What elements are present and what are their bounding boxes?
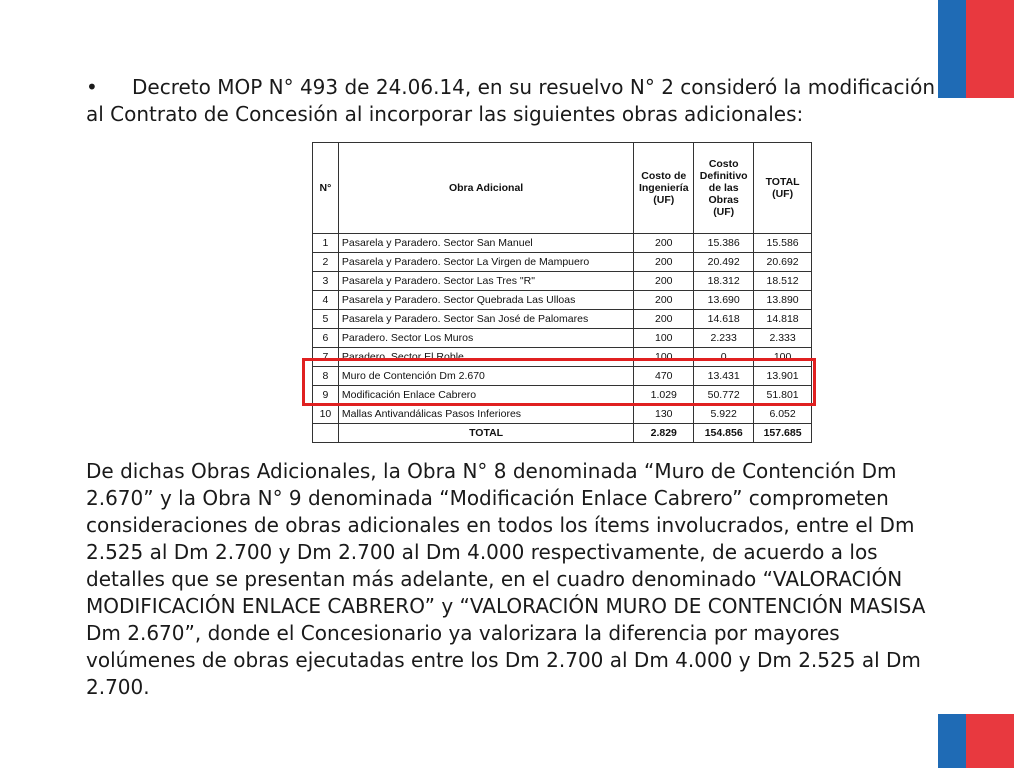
- table-header-row: [313, 143, 812, 234]
- cell-obra: Pasarela y Paradero. Sector Quebrada Las Ulloas: [338, 291, 633, 310]
- cell-n: 3: [313, 272, 339, 291]
- cell-n: 1: [313, 234, 339, 253]
- table-row: [313, 405, 812, 424]
- header-obra: Obra Adicional: [338, 143, 633, 234]
- cell-definitivo: 2.233: [694, 329, 754, 348]
- cell-n: 10: [313, 405, 339, 424]
- cell-definitivo: 0: [694, 348, 754, 367]
- table-row: [313, 272, 812, 291]
- cell-definitivo: 5.922: [694, 405, 754, 424]
- cell-total: 18.512: [754, 272, 812, 291]
- cell-total: 20.692: [754, 253, 812, 272]
- flag-blue-stripe: [938, 714, 966, 768]
- cell-definitivo: 13.431: [694, 367, 754, 386]
- cell-total: 51.801: [754, 386, 812, 405]
- cell-obra: Mallas Antivandálicas Pasos Inferiores: [338, 405, 633, 424]
- intro-paragraph: [86, 74, 936, 128]
- cell-total: 100: [754, 348, 812, 367]
- table-row: [313, 329, 812, 348]
- table-body: [313, 234, 812, 443]
- cell-empty: [313, 424, 339, 443]
- cell-ingenieria: 100: [634, 329, 694, 348]
- cell-total: 13.901: [754, 367, 812, 386]
- cell-obra: Pasarela y Paradero. Sector La Virgen de Mampuero: [338, 253, 633, 272]
- body-text: De dichas Obras Adicionales, la Obra N° 8 denominada “Muro de Contención Dm 2.670” y la Obra N° 9 denominada “Modificación Enlace Cabrero” comprometen consideraciones de obras adicionales en todos los ítems involucrados, entre el Dm 2.525 al Dm 2.700 y Dm 2.700 al Dm 4.000 respectivamente, de acuerdo a los detalles que se presentan más adelante, en el cuadro denominado “VALORACIÓN MODIFICACIÓN ENLACE CABRERO” y “VALORACIÓN MURO DE CONTENCIÓN MASISA Dm 2.670”, donde el Concesionario ya valorizara la diferencia por mayores volúmenes de obras ejecutadas entre los Dm 2.700 al Dm 4.000 y Dm 2.525 al Dm 2.700.: [86, 459, 926, 699]
- cell-total-ingenieria: 2.829: [634, 424, 694, 443]
- header-ingenieria: Costo de Ingeniería (UF): [634, 143, 694, 234]
- cell-total: 14.818: [754, 310, 812, 329]
- table-row: [313, 253, 812, 272]
- intro-text: Decreto MOP N° 493 de 24.06.14, en su resuelvo N° 2 consideró la modificación al Contrato de Concesión al incorporar las siguientes obras adicionales:: [86, 75, 936, 126]
- header-definitivo: Costo Definitivo de las Obras (UF): [694, 143, 754, 234]
- cell-n: 4: [313, 291, 339, 310]
- cell-obra: Pasarela y Paradero. Sector San Manuel: [338, 234, 633, 253]
- cell-definitivo: 18.312: [694, 272, 754, 291]
- cell-n: 7: [313, 348, 339, 367]
- cell-n: 2: [313, 253, 339, 272]
- table-row: [313, 310, 812, 329]
- cell-n: 5: [313, 310, 339, 329]
- cell-n: 8: [313, 367, 339, 386]
- table-row: [313, 291, 812, 310]
- cell-definitivo: 15.386: [694, 234, 754, 253]
- cell-ingenieria: 200: [634, 272, 694, 291]
- cell-ingenieria: 200: [634, 310, 694, 329]
- cell-n: 9: [313, 386, 339, 405]
- cell-ingenieria: 470: [634, 367, 694, 386]
- flag-red-stripe: [966, 714, 1014, 768]
- header-total: TOTAL (UF): [754, 143, 812, 234]
- cell-obra: Paradero. Sector El Roble: [338, 348, 633, 367]
- cell-total: 15.586: [754, 234, 812, 253]
- flag-decoration-bottom: [938, 714, 1014, 768]
- cell-ingenieria: 130: [634, 405, 694, 424]
- cell-total: 13.890: [754, 291, 812, 310]
- cell-total-definitivo: 154.856: [694, 424, 754, 443]
- cell-definitivo: 20.492: [694, 253, 754, 272]
- flag-blue-stripe: [938, 0, 966, 98]
- cell-definitivo: 14.618: [694, 310, 754, 329]
- cell-obra: Modificación Enlace Cabrero: [338, 386, 633, 405]
- cell-total-total: 157.685: [754, 424, 812, 443]
- cell-ingenieria: 100: [634, 348, 694, 367]
- cell-total-label: TOTAL: [338, 424, 633, 443]
- cell-ingenieria: 200: [634, 234, 694, 253]
- body-paragraph: [86, 458, 936, 701]
- cell-obra: Paradero. Sector Los Muros: [338, 329, 633, 348]
- cell-definitivo: 13.690: [694, 291, 754, 310]
- cell-obra: Pasarela y Paradero. Sector San José de Palomares: [338, 310, 633, 329]
- header-n: N°: [313, 143, 339, 234]
- cell-n: 6: [313, 329, 339, 348]
- cell-definitivo: 50.772: [694, 386, 754, 405]
- cell-obra: Pasarela y Paradero. Sector Las Tres "R": [338, 272, 633, 291]
- cell-total: 2.333: [754, 329, 812, 348]
- cell-total: 6.052: [754, 405, 812, 424]
- highlight-box-rows-8-9: [302, 358, 816, 406]
- cell-ingenieria: 200: [634, 253, 694, 272]
- flag-decoration-top: [938, 0, 1014, 98]
- cell-ingenieria: 200: [634, 291, 694, 310]
- table-total-row: [313, 424, 812, 443]
- bullet-point: •: [86, 75, 98, 99]
- cell-ingenieria: 1.029: [634, 386, 694, 405]
- flag-red-stripe: [966, 0, 1014, 98]
- cell-obra: Muro de Contención Dm 2.670: [338, 367, 633, 386]
- table-row: [313, 234, 812, 253]
